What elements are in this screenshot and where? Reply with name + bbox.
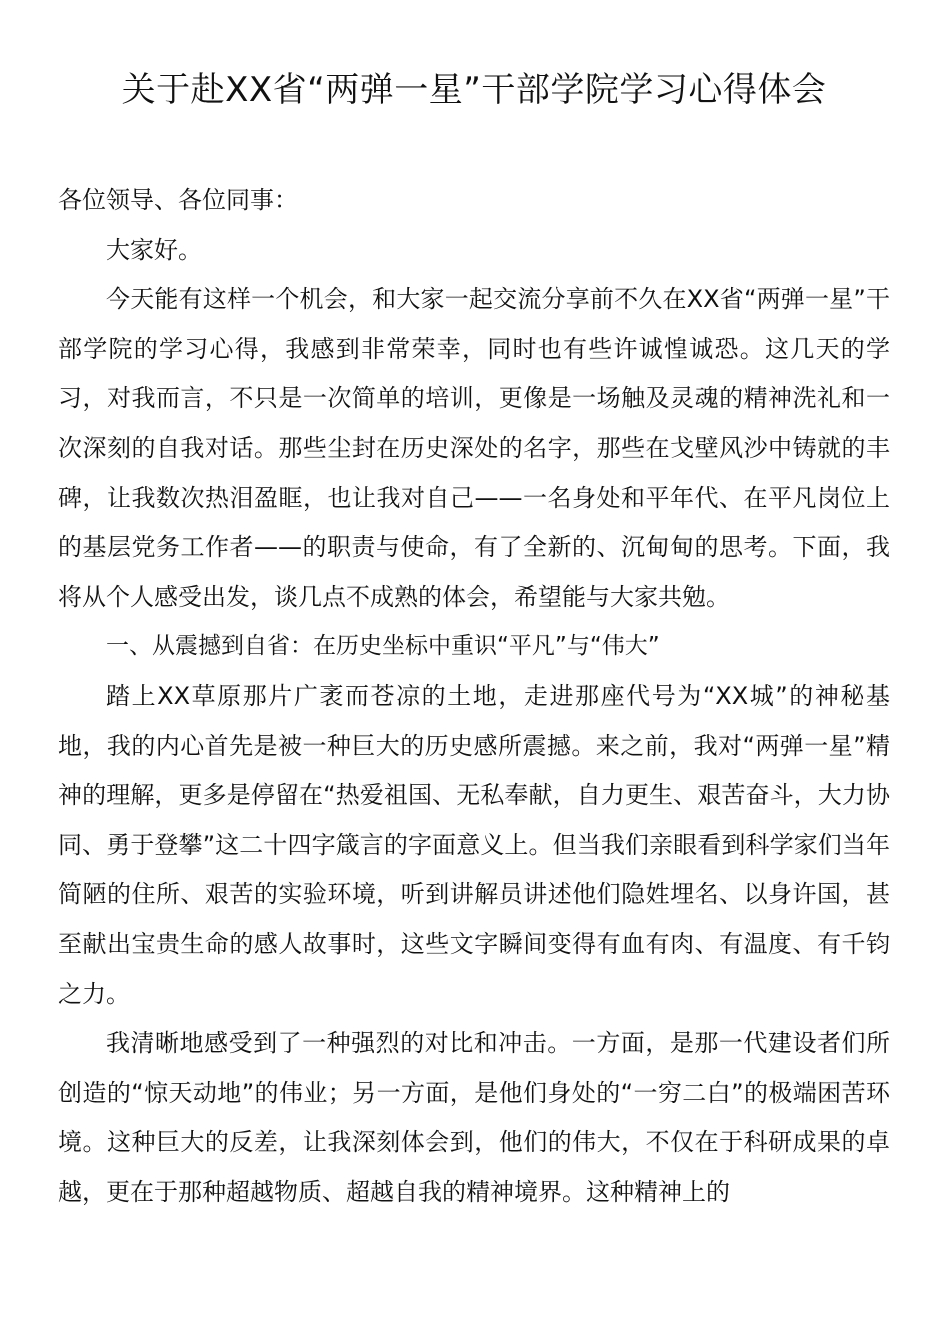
paragraph-visit: 踏上XX草原那片广袤而苍凉的土地，走进那座代号为“XX城”的神秘基地，我的内心首先是被一种巨大的历史感所震撼。来之前，我对“两弹一星”精神的理解，更多是停留在“热爱祖国、无私奉献，自力更生、艰苦奋斗，大力协同、勇于登攀”这二十四字箴言的字面意义上。但当我们亲眼看到科学家们当年简陋的住所、艰苦的实验环境，听到讲解员讲述他们隐姓埋名、以身许国，甚至献出宝贵生命的感人故事时，这些文字瞬间变得有血有肉、有温度、有千钧之力。 <box>58 681 890 1008</box>
salutation: 各位领导、各位同事： <box>58 186 298 214</box>
section-heading-1: 一、从震撼到自省：在历史坐标中重识“平凡”与“伟大” <box>106 633 660 660</box>
paragraph-contrast: 我清晰地感受到了一种强烈的对比和冲击。一方面，是那一代建设者们所创造的“惊天动地”的伟业；另一方面，是他们身处的“一穷二白”的极端困苦环境。这种巨大的反差，让我深刻体会到，他们的伟大，不仅在于科研成果的卓越，更在于那种超越物质、超越自我的精神境界。这种精神上的 <box>58 1029 890 1206</box>
paragraph-intro: 今天能有这样一个机会，和大家一起交流分享前不久在XX省“两弹一星”干部学院的学习心得，我感到非常荣幸，同时也有些许诚惶诚恐。这几天的学习，对我而言，不只是一次简单的培训，更像是一场触及灵魂的精神洗礼和一次深刻的自我对话。那些尘封在历史深处的名字，那些在戈壁风沙中铸就的丰碑，让我数次热泪盈眶，也让我对自己——一名身处和平年代、在平凡岗位上的基层党务工作者——的职责与使命，有了全新的、沉甸甸的思考。下面，我将从个人感受出发，谈几点不成熟的体会，希望能与大家共勉。 <box>58 285 890 611</box>
document-title: 关于赴XX省“两弹一星”干部学院学习心得体会 <box>121 70 827 110</box>
greeting: 大家好。 <box>106 235 202 264</box>
